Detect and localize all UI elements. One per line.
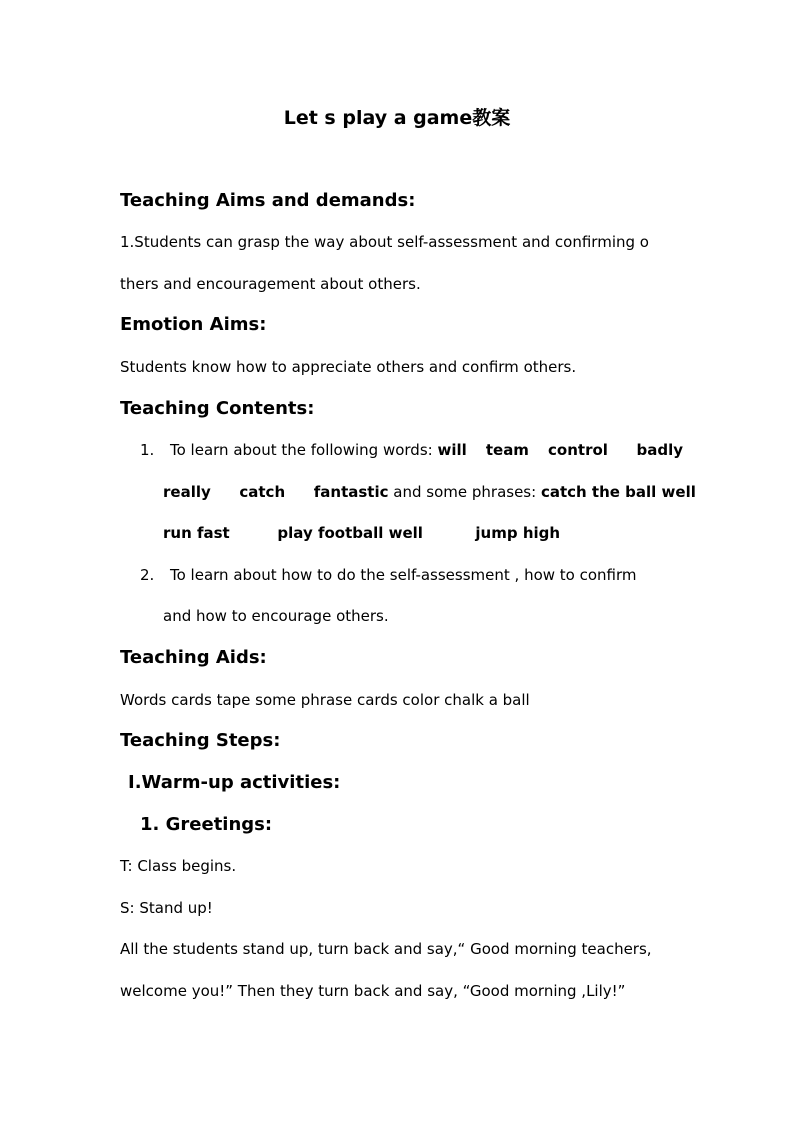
vocab-word: will <box>437 441 467 459</box>
student-line: S: Stand up! <box>120 899 213 917</box>
vocab-word: really <box>163 483 211 501</box>
vocab-word: fantastic <box>313 483 389 501</box>
item1-lead-text: To learn about the following words: <box>170 441 438 459</box>
teaching-steps-heading: Teaching Steps: <box>120 730 281 751</box>
teacher-line: T: Class begins. <box>120 857 237 875</box>
emotion-aims-heading: Emotion Aims: <box>120 314 267 335</box>
vocab-word: control <box>548 441 608 459</box>
contents-item-1-line-2 <box>163 481 696 503</box>
teaching-aims-heading: Teaching Aims and demands: <box>120 190 416 211</box>
teaching-contents-heading: Teaching Contents: <box>120 398 315 419</box>
vocab-phrase: run fast <box>163 524 230 542</box>
teaching-aids-heading: Teaching Aids: <box>120 647 267 668</box>
contents-item-1-line-3 <box>163 522 560 544</box>
contents-item-2-line-1 <box>140 564 637 586</box>
vocab-word: badly <box>636 441 684 459</box>
list-number: 1. <box>140 441 155 459</box>
vocab-word: team <box>485 441 529 459</box>
paragraph-line-2: welcome you!” Then they turn back and say, “Good morning ,Lily!” <box>120 982 626 1000</box>
vocab-phrase: play football well <box>277 524 423 542</box>
warm-up-section-heading: Ⅰ.Warm-up activities: <box>128 772 341 793</box>
page-title: Let s play a game教案 <box>283 107 511 129</box>
item2-text-line-1: To learn about how to do the self-assessment , how to confirm <box>170 566 637 584</box>
contents-item-1-line-1 <box>140 439 683 461</box>
teaching-aids-text: Words cards tape some phrase cards color chalk a ball <box>120 691 530 709</box>
vocab-word: catch <box>239 483 286 501</box>
item2-text-line-2: and how to encourage others. <box>163 607 389 625</box>
vocab-phrase: catch the ball well <box>540 483 696 501</box>
paragraph-line-1: All the students stand up, turn back and say,“ Good morning teachers, <box>120 940 652 958</box>
vocab-phrase: jump high <box>475 524 561 542</box>
aims-text-line-1: 1.Students can grasp the way about self-assessment and confirming o <box>120 233 649 251</box>
aims-text-line-2: thers and encouragement about others. <box>120 275 421 293</box>
emotion-aims-text: Students know how to appreciate others and confirm others. <box>120 358 577 376</box>
item1-mid-text: and some phrases: <box>388 483 541 501</box>
greetings-subheading: 1. Greetings: <box>140 814 273 835</box>
list-number: 2. <box>140 566 155 584</box>
